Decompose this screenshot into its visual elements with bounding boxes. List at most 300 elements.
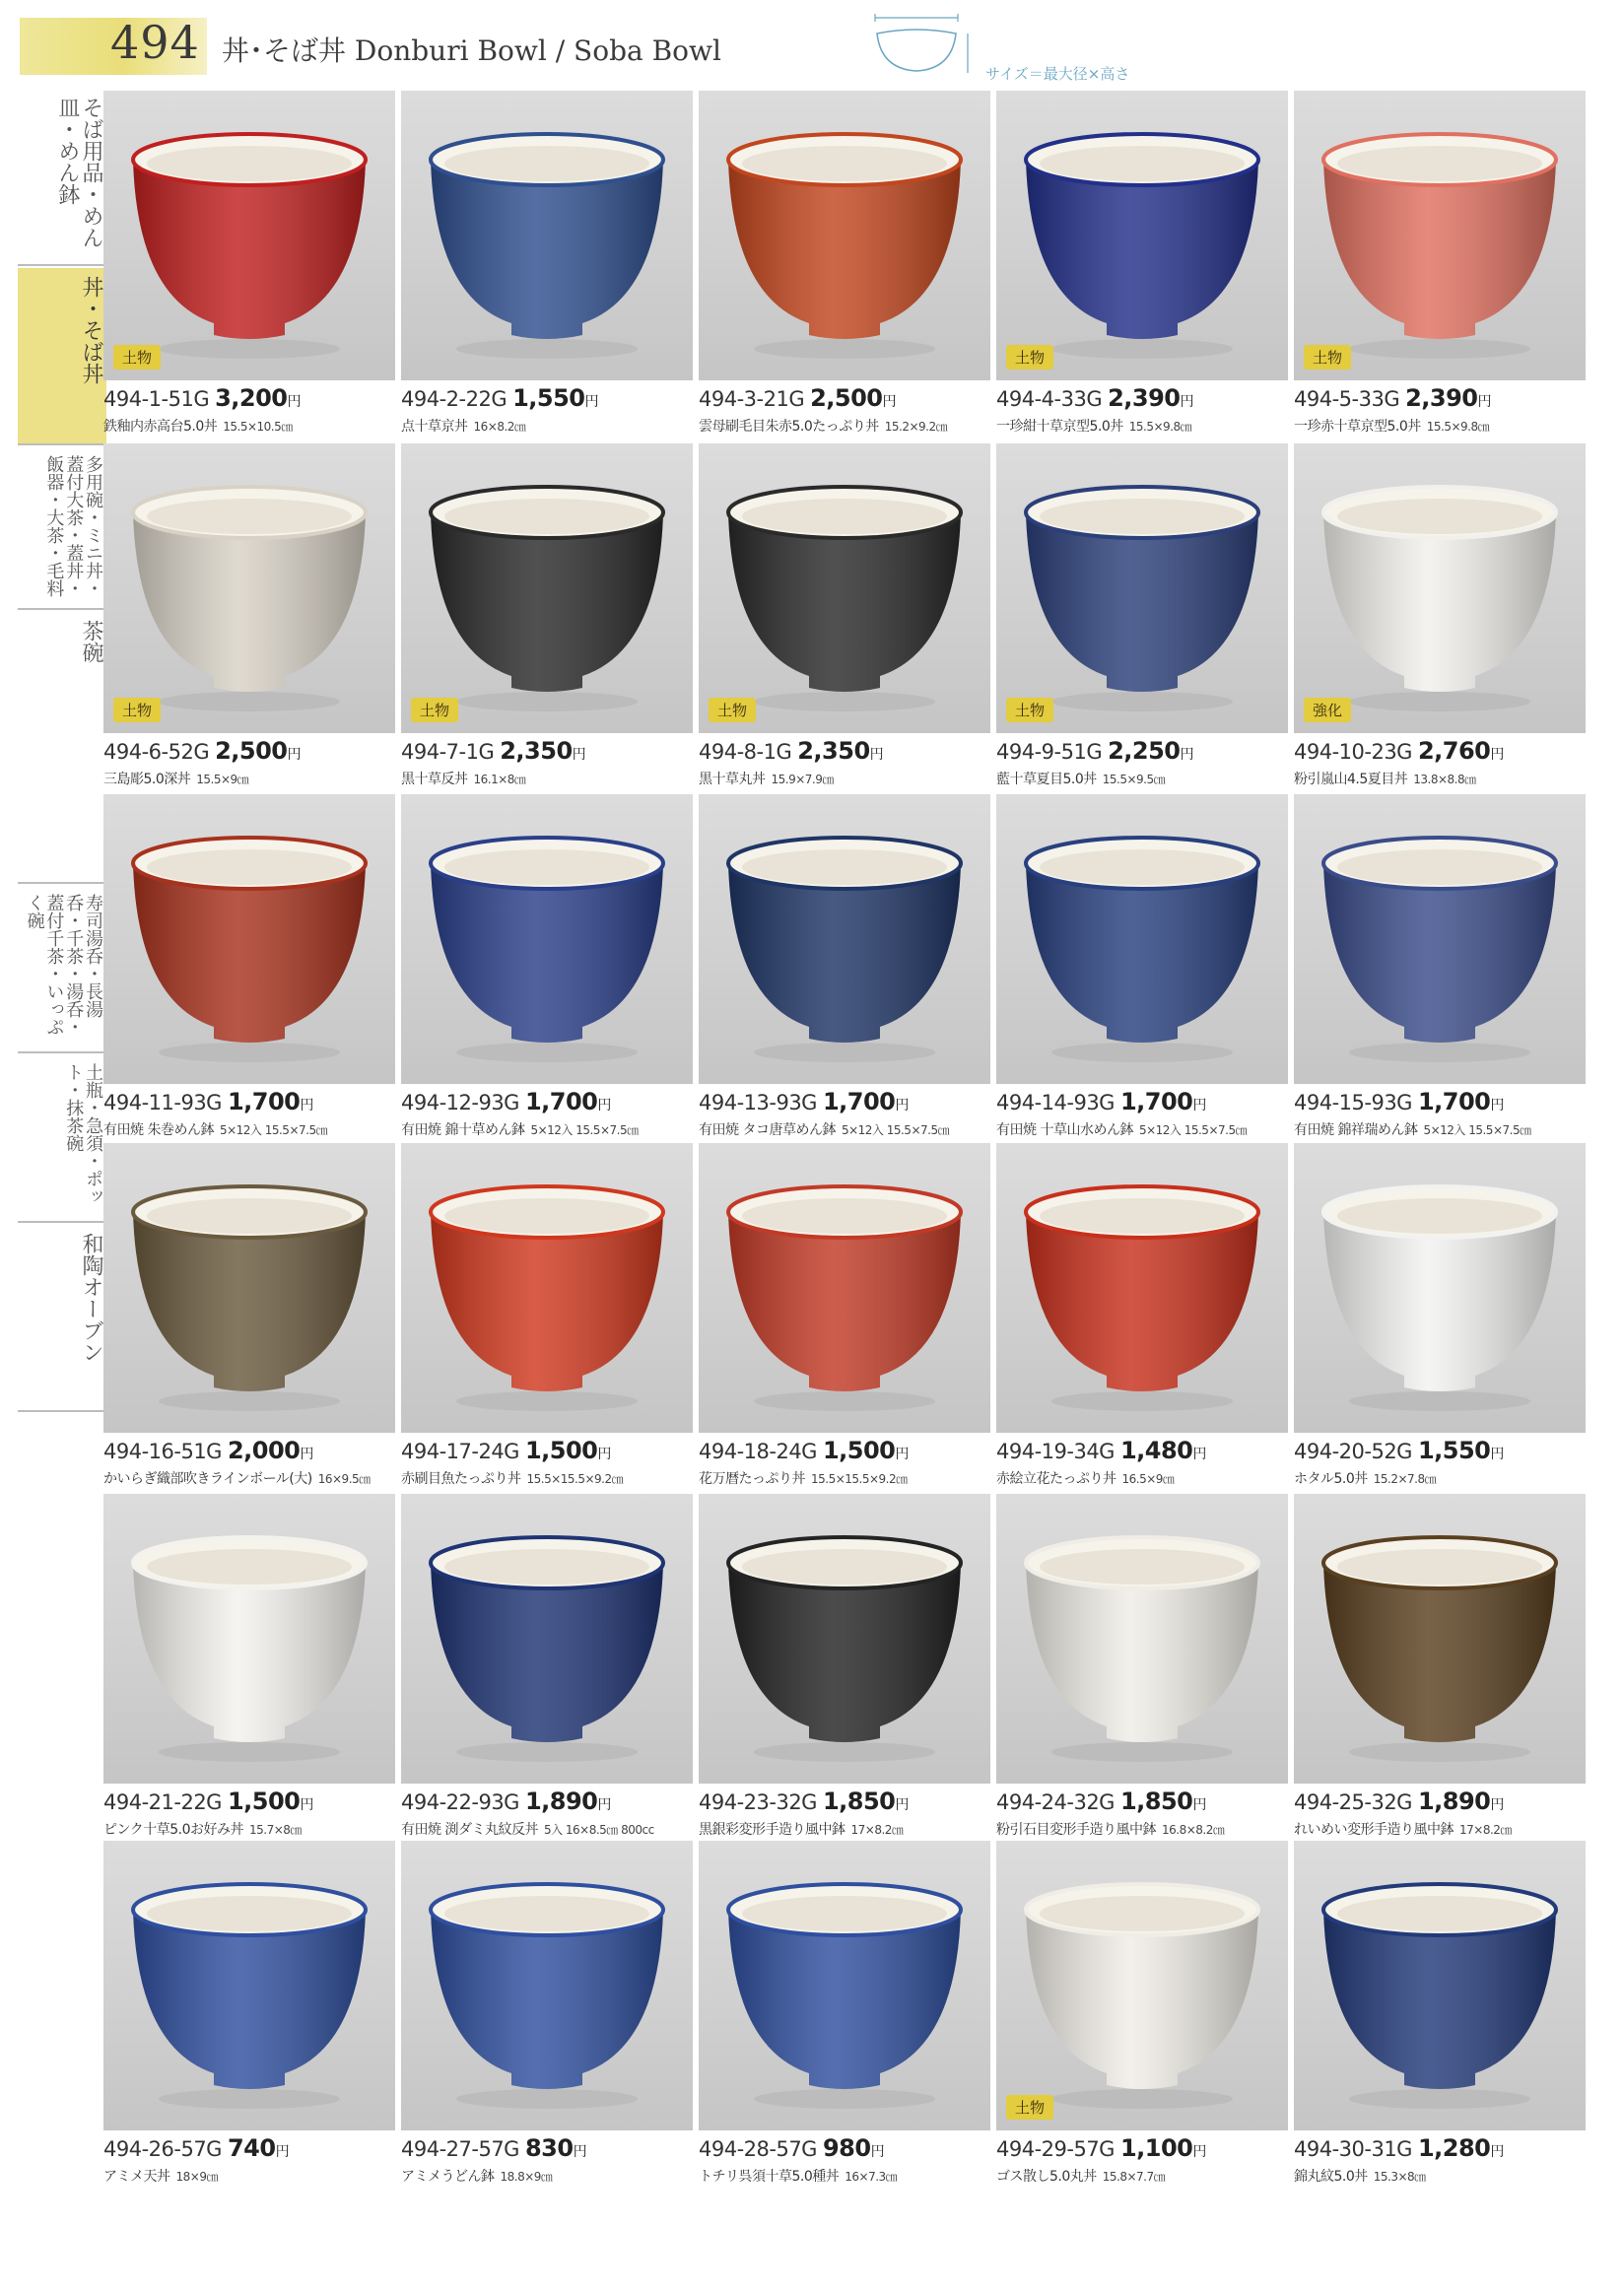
product-price: 2,500	[810, 384, 883, 412]
product-grid	[103, 91, 1601, 2199]
product-name: 花万暦たっぷり丼	[699, 1471, 805, 1487]
name-dims-line	[103, 769, 248, 788]
bowl-icon	[1294, 91, 1586, 380]
code-price-line	[1294, 737, 1504, 765]
bowl-icon	[996, 1841, 1288, 2130]
product-card[interactable]	[103, 1494, 395, 1849]
product-card[interactable]	[996, 91, 1288, 445]
material-badge: 強化	[1304, 698, 1351, 722]
product-code: 494-16-51G	[103, 1440, 222, 1463]
bowl-icon	[699, 1143, 990, 1433]
bowl-icon	[401, 1494, 693, 1784]
product-price: 1,700	[524, 1088, 598, 1115]
product-info	[103, 733, 399, 798]
product-info	[103, 1084, 399, 1149]
product-info	[103, 380, 399, 445]
product-code: 494-13-93G	[699, 1091, 817, 1114]
product-card[interactable]	[103, 794, 395, 1149]
bowl-icon	[401, 91, 693, 380]
product-photo[interactable]	[1294, 1494, 1586, 1784]
product-code: 494-12-93G	[401, 1091, 519, 1114]
yen-label: 円	[573, 2144, 587, 2160]
product-photo[interactable]	[699, 91, 990, 380]
name-dims-line	[996, 416, 1191, 436]
product-price: 1,500	[227, 1788, 301, 1815]
name-dims-line	[1294, 1819, 1512, 1839]
name-dims-line	[401, 769, 525, 788]
product-code: 494-7-1G	[401, 740, 495, 764]
product-card[interactable]	[699, 443, 990, 798]
code-price-line	[401, 737, 586, 765]
bowl-icon	[699, 1494, 990, 1784]
size-note: サイズ＝最大径×高さ	[985, 65, 1130, 83]
name-dims-line	[401, 2166, 552, 2186]
product-dimensions: 16.8×8.2㎝	[1162, 1823, 1225, 1837]
product-dimensions: 17×8.2㎝	[1459, 1823, 1512, 1837]
product-price: 2,500	[215, 737, 288, 765]
product-photo[interactable]	[996, 91, 1288, 380]
yen-label: 円	[584, 394, 599, 410]
product-photo[interactable]	[1294, 1143, 1586, 1433]
product-price: 1,100	[1119, 2134, 1193, 2162]
product-card[interactable]	[1294, 1143, 1586, 1498]
code-price-line	[996, 737, 1194, 765]
page-number: 494	[110, 16, 200, 69]
name-dims-line	[103, 1119, 327, 1139]
product-price: 2,390	[1108, 384, 1181, 412]
yen-label: 円	[300, 1098, 314, 1113]
product-info	[401, 380, 697, 445]
code-price-line	[996, 384, 1194, 412]
product-photo[interactable]	[103, 91, 395, 380]
page-title: 丼･そば丼 Donburi Bowl / Soba Bowl	[222, 34, 721, 67]
product-code: 494-5-33G	[1294, 387, 1400, 411]
product-info	[996, 1084, 1292, 1149]
product-name: 有田焼 錦十草めん鉢	[401, 1122, 525, 1138]
product-card[interactable]	[103, 1841, 395, 2195]
product-card[interactable]	[1294, 1841, 1586, 2195]
product-code: 494-23-32G	[699, 1790, 817, 1814]
name-dims-line	[699, 2166, 897, 2186]
sidebar-item-watou-oven[interactable]: 和陶オーブン	[18, 1225, 106, 1412]
product-card[interactable]	[996, 1494, 1288, 1849]
product-info	[401, 1433, 697, 1498]
product-photo[interactable]	[1294, 1841, 1586, 2130]
product-name: 有田焼 錦祥瑞めん鉢	[1294, 1122, 1418, 1138]
product-photo[interactable]	[996, 443, 1288, 733]
product-name: ホタル5.0丼	[1294, 1471, 1368, 1487]
product-dimensions: 15.8×7.7㎝	[1102, 2170, 1166, 2184]
product-card[interactable]	[103, 1143, 395, 1498]
product-card[interactable]	[699, 1841, 990, 2195]
bowl-icon	[996, 443, 1288, 733]
product-info	[699, 1784, 994, 1849]
product-price: 1,500	[524, 1437, 598, 1464]
product-code: 494-14-93G	[996, 1091, 1115, 1114]
product-dimensions: 15.5×9㎝	[196, 773, 249, 786]
product-photo[interactable]	[103, 794, 395, 1084]
product-name: 有田焼 タコ唐草めん鉢	[699, 1122, 836, 1138]
product-price: 1,890	[1417, 1788, 1491, 1815]
product-dimensions: 5×12入 15.5×7.5㎝	[841, 1123, 950, 1137]
yen-label: 円	[1490, 747, 1505, 763]
product-card[interactable]	[401, 443, 693, 798]
product-name: ゴス散し5.0丸丼	[996, 2169, 1097, 2185]
product-code: 494-8-1G	[699, 740, 792, 764]
product-card[interactable]	[699, 794, 990, 1149]
code-price-line	[1294, 1788, 1504, 1815]
name-dims-line	[996, 1468, 1174, 1488]
bowl-icon	[1294, 1494, 1586, 1784]
material-badge: 土物	[113, 345, 161, 370]
page-header	[0, 0, 1624, 89]
product-dimensions: 16×7.3㎝	[845, 2170, 898, 2184]
product-name: ピンク十草5.0お好み丼	[103, 1822, 243, 1838]
bowl-icon	[103, 443, 395, 733]
sidebar-item-donburi-active[interactable]: 丼・そば丼	[18, 268, 106, 445]
sidebar-item-tayouwan[interactable]: 多用碗・ミニ丼・蓋付大茶・蓋丼・飯器・大茶・毛料	[18, 447, 106, 610]
product-dimensions: 5×12入 15.5×7.5㎝	[530, 1123, 639, 1137]
product-name: 点十草京丼	[401, 419, 468, 435]
product-card[interactable]	[996, 443, 1288, 798]
name-dims-line	[1294, 1119, 1531, 1139]
product-photo[interactable]	[401, 1143, 693, 1433]
product-name: 一珍紺十草京型5.0丼	[996, 419, 1123, 435]
product-code: 494-10-23G	[1294, 740, 1412, 764]
product-photo[interactable]	[103, 1841, 395, 2130]
product-photo[interactable]	[996, 1494, 1288, 1784]
bowl-icon	[1294, 1841, 1586, 2130]
product-dimensions: 17×8.2㎝	[850, 1823, 904, 1837]
product-info	[401, 733, 697, 798]
product-info	[996, 380, 1292, 445]
product-dimensions: 16.1×8㎝	[473, 773, 526, 786]
bowl-icon	[699, 91, 990, 380]
product-code: 494-24-32G	[996, 1790, 1115, 1814]
product-price: 2,390	[1405, 384, 1478, 412]
product-card[interactable]	[401, 1494, 693, 1849]
product-photo[interactable]	[401, 443, 693, 733]
sidebar-item-soba[interactable]: そば用品・めん皿・めん鉢	[18, 89, 106, 266]
product-info	[699, 1084, 994, 1149]
product-name: 三島彫5.0深丼	[103, 772, 191, 787]
name-dims-line	[699, 1819, 903, 1839]
product-price: 980	[822, 2134, 871, 2162]
yen-label: 円	[870, 2144, 885, 2160]
product-code: 494-4-33G	[996, 387, 1103, 411]
product-card[interactable]	[401, 794, 693, 1149]
product-name: 粉引嵐山4.5夏目丼	[1294, 772, 1408, 787]
product-photo[interactable]	[699, 1143, 990, 1433]
product-photo[interactable]	[401, 1841, 693, 2130]
product-photo[interactable]	[996, 1841, 1288, 2130]
yen-label: 円	[1192, 1797, 1207, 1813]
bowl-icon	[699, 794, 990, 1084]
product-name: アミメ天丼	[103, 2169, 170, 2185]
product-name: 錦丸紋5.0丼	[1294, 2169, 1368, 2185]
code-price-line	[996, 1088, 1206, 1115]
product-card[interactable]	[699, 1143, 990, 1498]
product-photo[interactable]	[699, 1841, 990, 2130]
material-badge: 土物	[709, 698, 756, 722]
product-card[interactable]	[996, 794, 1288, 1149]
bowl-size-diagram-icon	[867, 12, 976, 81]
code-price-line	[401, 1088, 611, 1115]
product-dimensions: 5×12入 15.5×7.5㎝	[219, 1123, 328, 1137]
product-price: 2,000	[227, 1437, 301, 1464]
product-info	[103, 2130, 399, 2195]
code-price-line	[103, 1088, 313, 1115]
yen-label: 円	[597, 1797, 612, 1813]
product-code: 494-29-57G	[996, 2137, 1115, 2161]
code-price-line	[401, 1788, 611, 1815]
product-code: 494-9-51G	[996, 740, 1103, 764]
product-photo[interactable]	[1294, 794, 1586, 1084]
product-dimensions: 15.9×7.9㎝	[771, 773, 834, 786]
product-name: 粉引石目変形手造り風中鉢	[996, 1822, 1156, 1838]
product-name: 有田焼 渕ダミ丸紋反丼	[401, 1822, 538, 1838]
yen-label: 円	[275, 2144, 290, 2160]
product-dimensions: 5×12入 15.5×7.5㎝	[1138, 1123, 1248, 1137]
product-card[interactable]	[1294, 91, 1586, 445]
material-badge: 土物	[1006, 698, 1053, 722]
product-info	[401, 1784, 697, 1849]
product-info	[1294, 1084, 1590, 1149]
bowl-icon	[996, 91, 1288, 380]
product-price: 1,550	[1417, 1437, 1491, 1464]
product-code: 494-17-24G	[401, 1440, 519, 1463]
product-dimensions: 15.2×9.2㎝	[884, 420, 948, 434]
product-photo[interactable]	[103, 1143, 395, 1433]
product-code: 494-26-57G	[103, 2137, 222, 2161]
bowl-icon	[699, 443, 990, 733]
product-info	[1294, 380, 1590, 445]
material-badge: 土物	[1304, 345, 1351, 370]
yen-label: 円	[300, 1447, 314, 1462]
name-dims-line	[1294, 416, 1489, 436]
yen-label: 円	[597, 1098, 612, 1113]
product-name: 黒銀彩変形手造り風中鉢	[699, 1822, 846, 1838]
product-photo[interactable]	[996, 1143, 1288, 1433]
bowl-icon	[401, 1143, 693, 1433]
product-code: 494-28-57G	[699, 2137, 817, 2161]
product-price: 740	[227, 2134, 276, 2162]
product-card[interactable]	[996, 1143, 1288, 1498]
product-code: 494-18-24G	[699, 1440, 817, 1463]
code-price-line	[103, 737, 302, 765]
product-dimensions: 5入 16×8.5㎝ 800cc	[543, 1823, 654, 1837]
name-dims-line	[103, 1468, 371, 1488]
product-code: 494-11-93G	[103, 1091, 222, 1114]
product-dimensions: 15.2×7.8㎝	[1373, 1472, 1437, 1486]
product-dimensions: 16×9.5㎝	[317, 1472, 371, 1486]
code-price-line	[699, 384, 897, 412]
product-info	[103, 1784, 399, 1849]
yen-label: 円	[1490, 1447, 1505, 1462]
product-code: 494-22-93G	[401, 1790, 519, 1814]
sidebar-item-dobin[interactable]: 土瓶・急須・ポット・抹茶碗	[18, 1055, 106, 1223]
product-name: 一珍赤十草京型5.0丼	[1294, 419, 1421, 435]
yen-label: 円	[1477, 394, 1492, 410]
code-price-line	[996, 2134, 1206, 2162]
product-info	[401, 1084, 697, 1149]
product-photo[interactable]	[996, 794, 1288, 1084]
name-dims-line	[103, 416, 293, 436]
product-name: 藍十草夏目5.0丼	[996, 772, 1097, 787]
product-dimensions: 18×9㎝	[175, 2170, 218, 2184]
name-dims-line	[996, 1819, 1224, 1839]
product-card[interactable]	[401, 1841, 693, 2195]
product-card[interactable]	[699, 1494, 990, 1849]
bowl-icon	[103, 1494, 395, 1784]
product-info	[996, 1433, 1292, 1498]
product-dimensions: 15.5×9.5㎝	[1102, 773, 1166, 786]
product-code: 494-20-52G	[1294, 1440, 1412, 1463]
product-photo[interactable]	[401, 1494, 693, 1784]
product-code: 494-6-52G	[103, 740, 210, 764]
yen-label: 円	[1490, 1797, 1505, 1813]
product-price: 1,500	[822, 1437, 896, 1464]
product-price: 3,200	[215, 384, 288, 412]
code-price-line	[996, 1437, 1206, 1464]
yen-label: 円	[1490, 1098, 1505, 1113]
yen-label: 円	[1192, 1447, 1207, 1462]
sidebar-item-chawan[interactable]: 茶碗	[18, 612, 106, 884]
name-dims-line	[996, 1119, 1247, 1139]
product-card[interactable]	[103, 443, 395, 798]
product-card[interactable]	[401, 91, 693, 445]
product-name: 鉄釉内赤高台5.0丼	[103, 419, 218, 435]
product-photo[interactable]	[1294, 443, 1586, 733]
product-code: 494-2-22G	[401, 387, 508, 411]
yen-label: 円	[300, 1797, 314, 1813]
product-photo[interactable]	[103, 1494, 395, 1784]
product-dimensions: 15.5×10.5㎝	[223, 420, 293, 434]
product-name: 雲母刷毛目朱赤5.0たっぷり丼	[699, 419, 879, 435]
code-price-line	[103, 1437, 313, 1464]
product-code: 494-1-51G	[103, 387, 210, 411]
code-price-line	[699, 1088, 909, 1115]
product-card[interactable]	[1294, 1494, 1586, 1849]
bowl-icon	[1294, 794, 1586, 1084]
name-dims-line	[699, 769, 834, 788]
sidebar-item-yunomi[interactable]: 寿司湯呑・長湯呑・千茶・湯呑・蓋付千茶・いっぷく碗	[18, 886, 106, 1053]
product-dimensions: 18.8×9㎝	[500, 2170, 553, 2184]
name-dims-line	[996, 2166, 1165, 2186]
product-code: 494-3-21G	[699, 387, 805, 411]
yen-label: 円	[1180, 394, 1194, 410]
product-info	[103, 1433, 399, 1498]
material-badge: 土物	[411, 698, 458, 722]
product-price: 1,700	[227, 1088, 301, 1115]
product-code: 494-27-57G	[401, 2137, 519, 2161]
product-dimensions: 16.5×9㎝	[1121, 1472, 1175, 1486]
product-code: 494-30-31G	[1294, 2137, 1412, 2161]
bowl-icon	[699, 1841, 990, 2130]
code-price-line	[401, 2134, 587, 2162]
product-info	[996, 733, 1292, 798]
product-photo[interactable]	[401, 91, 693, 380]
name-dims-line	[401, 1119, 639, 1139]
product-price: 2,350	[797, 737, 870, 765]
product-photo[interactable]	[699, 794, 990, 1084]
product-card[interactable]	[401, 1143, 693, 1498]
bowl-icon	[401, 794, 693, 1084]
product-price: 1,550	[512, 384, 585, 412]
product-dimensions: 15.5×9.8㎝	[1426, 420, 1490, 434]
product-name: 有田焼 十草山水めん鉢	[996, 1122, 1133, 1138]
product-photo[interactable]	[103, 443, 395, 733]
product-price: 1,850	[1119, 1788, 1193, 1815]
product-name: 赤絵立花たっぷり丼	[996, 1471, 1116, 1487]
yen-label: 円	[597, 1447, 612, 1462]
code-price-line	[1294, 1437, 1504, 1464]
code-price-line	[996, 1788, 1206, 1815]
product-dimensions: 15.5×15.5×9.2㎝	[811, 1472, 908, 1486]
product-photo[interactable]	[1294, 91, 1586, 380]
name-dims-line	[1294, 1468, 1436, 1488]
bowl-icon	[103, 1143, 395, 1433]
product-info	[1294, 2130, 1590, 2195]
material-badge: 土物	[1006, 2095, 1053, 2120]
product-photo[interactable]	[699, 443, 990, 733]
yen-label: 円	[895, 1797, 910, 1813]
product-price: 1,850	[822, 1788, 896, 1815]
product-price: 1,700	[1119, 1088, 1193, 1115]
code-price-line	[1294, 2134, 1504, 2162]
product-info	[1294, 733, 1590, 798]
product-info	[401, 2130, 697, 2195]
product-dimensions: 15.3×8㎝	[1373, 2170, 1426, 2184]
bowl-icon	[996, 1143, 1288, 1433]
product-card[interactable]	[699, 91, 990, 445]
bowl-icon	[401, 1841, 693, 2130]
product-price: 830	[524, 2134, 574, 2162]
product-card[interactable]	[1294, 443, 1586, 798]
product-dimensions: 15.7×8㎝	[248, 1823, 302, 1837]
product-info	[996, 2130, 1292, 2195]
name-dims-line	[401, 416, 525, 436]
yen-label: 円	[1490, 2144, 1505, 2160]
name-dims-line	[699, 416, 947, 436]
product-price: 1,890	[524, 1788, 598, 1815]
product-price: 1,480	[1119, 1437, 1193, 1464]
bowl-icon	[103, 1841, 395, 2130]
code-price-line	[1294, 1088, 1504, 1115]
product-card[interactable]	[1294, 794, 1586, 1149]
product-dimensions: 16×8.2㎝	[473, 420, 526, 434]
product-card[interactable]	[996, 1841, 1288, 2195]
product-name: 赤刷目魚たっぷり丼	[401, 1471, 521, 1487]
product-photo[interactable]	[401, 794, 693, 1084]
bowl-icon	[1294, 443, 1586, 733]
code-price-line	[401, 384, 599, 412]
product-price: 1,280	[1417, 2134, 1491, 2162]
code-price-line	[103, 1788, 313, 1815]
yen-label: 円	[572, 747, 586, 763]
product-dimensions: 15.5×15.5×9.2㎝	[526, 1472, 624, 1486]
bowl-icon	[103, 91, 395, 380]
product-photo[interactable]	[699, 1494, 990, 1784]
product-info	[699, 2130, 994, 2195]
code-price-line	[699, 2134, 885, 2162]
yen-label: 円	[1192, 1098, 1207, 1113]
product-info	[1294, 1433, 1590, 1498]
product-card[interactable]	[103, 91, 395, 445]
yen-label: 円	[287, 394, 302, 410]
name-dims-line	[996, 769, 1165, 788]
product-price: 2,350	[500, 737, 573, 765]
